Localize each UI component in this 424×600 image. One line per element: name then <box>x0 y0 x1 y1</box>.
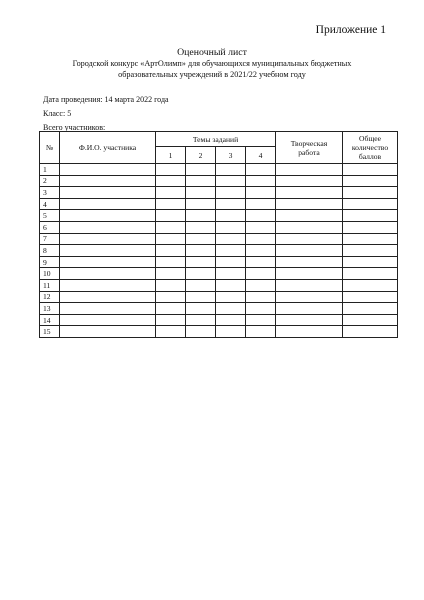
topic-2-cell[interactable] <box>186 245 216 257</box>
topic-2-cell[interactable] <box>186 279 216 291</box>
total-score-cell[interactable] <box>343 291 398 303</box>
creative-work-cell[interactable] <box>276 256 343 268</box>
participant-name-cell[interactable] <box>60 326 156 338</box>
creative-work-cell[interactable] <box>276 221 343 233</box>
topic-1-cell[interactable] <box>156 221 186 233</box>
topic-4-cell[interactable] <box>246 210 276 222</box>
creative-work-cell[interactable] <box>276 210 343 222</box>
topic-4-cell[interactable] <box>246 326 276 338</box>
total-score-cell[interactable] <box>343 245 398 257</box>
topic-1-cell[interactable] <box>156 326 186 338</box>
topic-3-cell[interactable] <box>216 164 246 176</box>
participant-name-cell[interactable] <box>60 210 156 222</box>
header-total-score <box>343 132 398 164</box>
table-row <box>40 245 398 257</box>
participant-name-cell[interactable] <box>60 256 156 268</box>
header-topic-1: 1 <box>156 147 186 164</box>
row-number: 7 <box>40 233 60 245</box>
topic-4-cell[interactable] <box>246 164 276 176</box>
row-number: 10 <box>40 268 60 280</box>
participant-name-cell[interactable] <box>60 303 156 315</box>
creative-work-cell[interactable] <box>276 291 343 303</box>
total-score-cell[interactable] <box>343 268 398 280</box>
topic-1-cell[interactable] <box>156 256 186 268</box>
participants-count-label: Всего участников: <box>43 123 106 132</box>
subtitle-line-1: Городской конкурс «АртОлимп» для обучающихся муниципальных бюджетных <box>72 59 352 68</box>
table-row <box>40 268 398 280</box>
total-score-cell[interactable] <box>343 314 398 326</box>
row-number: 3 <box>40 187 60 199</box>
row-number: 5 <box>40 210 60 222</box>
row-number: 14 <box>40 314 60 326</box>
topic-2-cell[interactable] <box>186 268 216 280</box>
total-score-cell[interactable] <box>343 256 398 268</box>
topic-3-cell[interactable] <box>216 326 246 338</box>
topic-4-cell[interactable] <box>246 268 276 280</box>
total-score-cell[interactable] <box>343 303 398 315</box>
header-participant-name: Ф.И.О. участника <box>60 132 156 164</box>
topic-4-cell[interactable] <box>246 245 276 257</box>
creative-work-cell[interactable] <box>276 268 343 280</box>
creative-work-cell[interactable] <box>276 279 343 291</box>
participant-name-cell[interactable] <box>60 268 156 280</box>
header-topic-2: 2 <box>186 147 216 164</box>
topic-4-cell[interactable] <box>246 303 276 315</box>
table-row <box>40 326 398 338</box>
table-row <box>40 198 398 210</box>
topic-3-cell[interactable] <box>216 279 246 291</box>
row-number: 13 <box>40 303 60 315</box>
participant-name-cell[interactable] <box>60 164 156 176</box>
topic-2-cell[interactable] <box>186 256 216 268</box>
topic-2-cell[interactable] <box>186 233 216 245</box>
topic-4-cell[interactable] <box>246 291 276 303</box>
topic-1-cell[interactable] <box>156 210 186 222</box>
participant-name-cell[interactable] <box>60 221 156 233</box>
table-row <box>40 221 398 233</box>
topic-1-cell[interactable] <box>156 198 186 210</box>
topic-1-cell[interactable] <box>156 245 186 257</box>
topic-3-cell[interactable] <box>216 256 246 268</box>
creative-work-cell[interactable] <box>276 198 343 210</box>
header-topics: Темы заданий <box>156 132 276 147</box>
document-subtitle <box>50 59 374 80</box>
participant-name-cell[interactable] <box>60 175 156 187</box>
evaluation-table <box>39 131 398 338</box>
table-row <box>40 303 398 315</box>
topic-1-cell[interactable] <box>156 268 186 280</box>
topic-2-cell[interactable] <box>186 187 216 199</box>
table-row <box>40 187 398 199</box>
participant-name-cell[interactable] <box>60 187 156 199</box>
creative-work-cell[interactable] <box>276 326 343 338</box>
participant-name-cell[interactable] <box>60 233 156 245</box>
event-date: Дата проведения: 14 марта 2022 года <box>43 95 169 104</box>
row-number: 11 <box>40 279 60 291</box>
topic-2-cell[interactable] <box>186 210 216 222</box>
document-title: Оценочный лист <box>177 47 247 58</box>
row-number: 15 <box>40 326 60 338</box>
topic-1-cell[interactable] <box>156 233 186 245</box>
total-score-cell[interactable] <box>343 187 398 199</box>
topic-1-cell[interactable] <box>156 175 186 187</box>
topic-3-cell[interactable] <box>216 291 246 303</box>
total-score-cell[interactable] <box>343 279 398 291</box>
row-number: 4 <box>40 198 60 210</box>
total-score-cell[interactable] <box>343 198 398 210</box>
topic-1-cell[interactable] <box>156 291 186 303</box>
grade-label: Класс: 5 <box>43 109 72 118</box>
row-number: 8 <box>40 245 60 257</box>
row-number: 2 <box>40 175 60 187</box>
creative-work-cell[interactable] <box>276 303 343 315</box>
topic-3-cell[interactable] <box>216 221 246 233</box>
header-number: № <box>40 132 60 164</box>
creative-work-cell[interactable] <box>276 233 343 245</box>
total-score-cell[interactable] <box>343 233 398 245</box>
header-topic-3: 3 <box>216 147 246 164</box>
topic-4-cell[interactable] <box>246 233 276 245</box>
topic-2-cell[interactable] <box>186 198 216 210</box>
participant-name-cell[interactable] <box>60 279 156 291</box>
total-score-cell[interactable] <box>343 175 398 187</box>
participant-name-cell[interactable] <box>60 291 156 303</box>
topic-2-cell[interactable] <box>186 303 216 315</box>
topic-1-cell[interactable] <box>156 279 186 291</box>
creative-work-cell[interactable] <box>276 175 343 187</box>
topic-2-cell[interactable] <box>186 291 216 303</box>
subtitle-line-2: образовательных учреждений в 2021/22 учебном году <box>118 69 306 79</box>
header-topic-4: 4 <box>246 147 276 164</box>
row-number: 9 <box>40 256 60 268</box>
creative-work-cell[interactable] <box>276 187 343 199</box>
total-score-cell[interactable] <box>343 210 398 222</box>
topic-4-cell[interactable] <box>246 314 276 326</box>
topic-2-cell[interactable] <box>186 326 216 338</box>
topic-4-cell[interactable] <box>246 175 276 187</box>
participant-name-cell[interactable] <box>60 245 156 257</box>
topic-3-cell[interactable] <box>216 175 246 187</box>
topic-3-cell[interactable] <box>216 198 246 210</box>
table-row <box>40 175 398 187</box>
header-creative-line-2: работа <box>298 147 320 157</box>
appendix-label: Приложение 1 <box>315 24 386 36</box>
row-number: 6 <box>40 221 60 233</box>
participant-name-cell[interactable] <box>60 198 156 210</box>
topic-4-cell[interactable] <box>246 187 276 199</box>
topic-2-cell[interactable] <box>186 164 216 176</box>
table-row <box>40 291 398 303</box>
topic-1-cell[interactable] <box>156 303 186 315</box>
total-score-cell[interactable] <box>343 164 398 176</box>
topic-4-cell[interactable] <box>246 256 276 268</box>
header-creative-work <box>276 132 343 164</box>
participant-name-cell[interactable] <box>60 314 156 326</box>
row-number: 1 <box>40 164 60 176</box>
creative-work-cell[interactable] <box>276 245 343 257</box>
table-row <box>40 256 398 268</box>
header-total-line-3: баллов <box>358 152 382 161</box>
header-total-line-2: количество <box>351 143 389 152</box>
topic-3-cell[interactable] <box>216 210 246 222</box>
header-creative-line-1: Творческая <box>290 138 328 148</box>
topic-1-cell[interactable] <box>156 187 186 199</box>
topic-2-cell[interactable] <box>186 175 216 187</box>
topic-1-cell[interactable] <box>156 164 186 176</box>
topic-2-cell[interactable] <box>186 314 216 326</box>
topic-3-cell[interactable] <box>216 314 246 326</box>
topic-3-cell[interactable] <box>216 268 246 280</box>
table-row <box>40 210 398 222</box>
topic-4-cell[interactable] <box>246 221 276 233</box>
table-row <box>40 164 398 176</box>
topic-3-cell[interactable] <box>216 303 246 315</box>
row-number: 12 <box>40 291 60 303</box>
topic-2-cell[interactable] <box>186 221 216 233</box>
creative-work-cell[interactable] <box>276 314 343 326</box>
topic-4-cell[interactable] <box>246 198 276 210</box>
topic-4-cell[interactable] <box>246 279 276 291</box>
topic-1-cell[interactable] <box>156 314 186 326</box>
topic-3-cell[interactable] <box>216 245 246 257</box>
topic-3-cell[interactable] <box>216 187 246 199</box>
topic-3-cell[interactable] <box>216 233 246 245</box>
table-row <box>40 279 398 291</box>
header-total-line-1: Общее <box>359 134 381 143</box>
creative-work-cell[interactable] <box>276 164 343 176</box>
table-row <box>40 233 398 245</box>
table-row <box>40 314 398 326</box>
total-score-cell[interactable] <box>343 326 398 338</box>
total-score-cell[interactable] <box>343 221 398 233</box>
